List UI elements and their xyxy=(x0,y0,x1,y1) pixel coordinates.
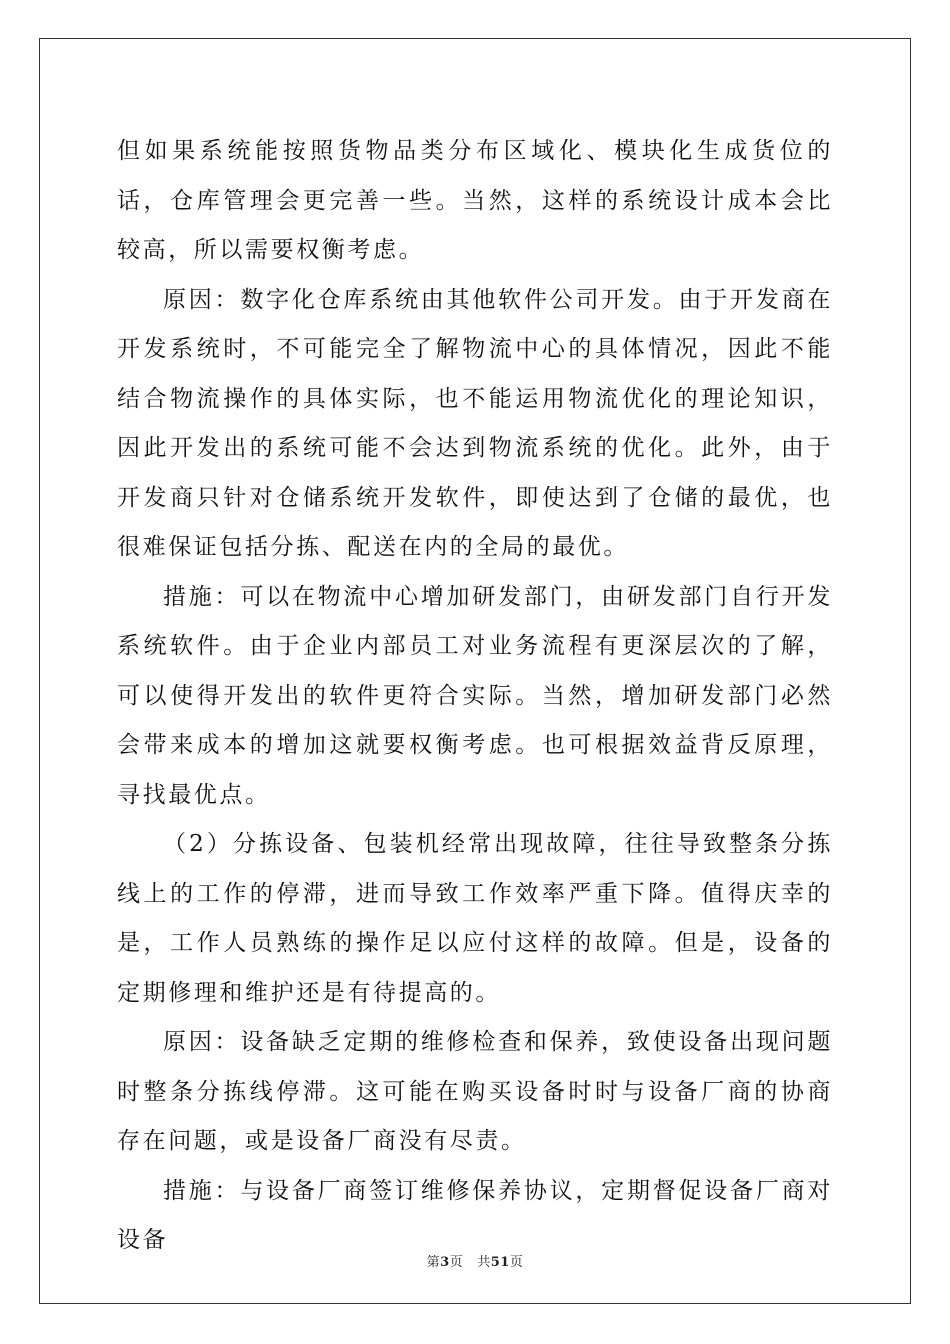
total-unit: 页 xyxy=(509,1255,524,1270)
paragraph-continuation: 但如果系统能按照货物品类分布区域化、模块化生成货位的话，仓库管理会更完善一些。当然，这样的系统设计成本会比较高，所以需要权衡考虑。 xyxy=(117,138,833,263)
paragraph-reason-1: 原因：数字化仓库系统由其他软件公司开发。由于开发商在开发系统时，不可能完全了解物流中心的具体情况，因此不能结合物流操作的具体实际，也不能运用物流优化的理论知识，因此开发出的系统可能不会达到物流系统的优化。此外，由于开发商只针对仓储系统开发软件，即使达到了仓储的最优，也很难保证包括分拣、配送在内的全局的最优。 xyxy=(117,286,833,560)
page-prefix: 第 xyxy=(426,1255,441,1270)
paragraph-reason-2: 原因：设备缺乏定期的维修检查和保养，致使设备出现问题时整条分拣线停滞。这可能在购买设备时时与设备厂商的协商存在问题，或是设备厂商没有尽责。 xyxy=(117,1029,833,1154)
total-page-count: 51 xyxy=(490,1255,510,1270)
paragraph-issue-2: （2）分拣设备、包装机经常出现故障，往往导致整条分拣线上的工作的停滞，进而导致工作效率严重下降。值得庆幸的是，工作人员熟练的操作足以应付这样的故障。但是，设备的定期修理和维护还是有待提高的。 xyxy=(117,831,833,1006)
document-body xyxy=(117,127,833,1266)
paragraph-measure-2: 措施：与设备厂商签订维修保养协议，定期督促设备厂商对设备 xyxy=(117,1177,833,1253)
page-unit: 页 xyxy=(449,1255,464,1270)
paragraph-measure-1: 措施：可以在物流中心增加研发部门，由研发部门自行开发系统软件。由于企业内部员工对业务流程有更深层次的了解，可以使得开发出的软件更符合实际。当然，增加研发部门必然会带来成本的增加这就要权衡考虑。也可根据效益背反原理，寻找最优点。 xyxy=(117,583,833,808)
total-prefix: 共 xyxy=(477,1255,491,1270)
current-page-number: 3 xyxy=(440,1255,450,1270)
page-footer xyxy=(0,1251,950,1270)
